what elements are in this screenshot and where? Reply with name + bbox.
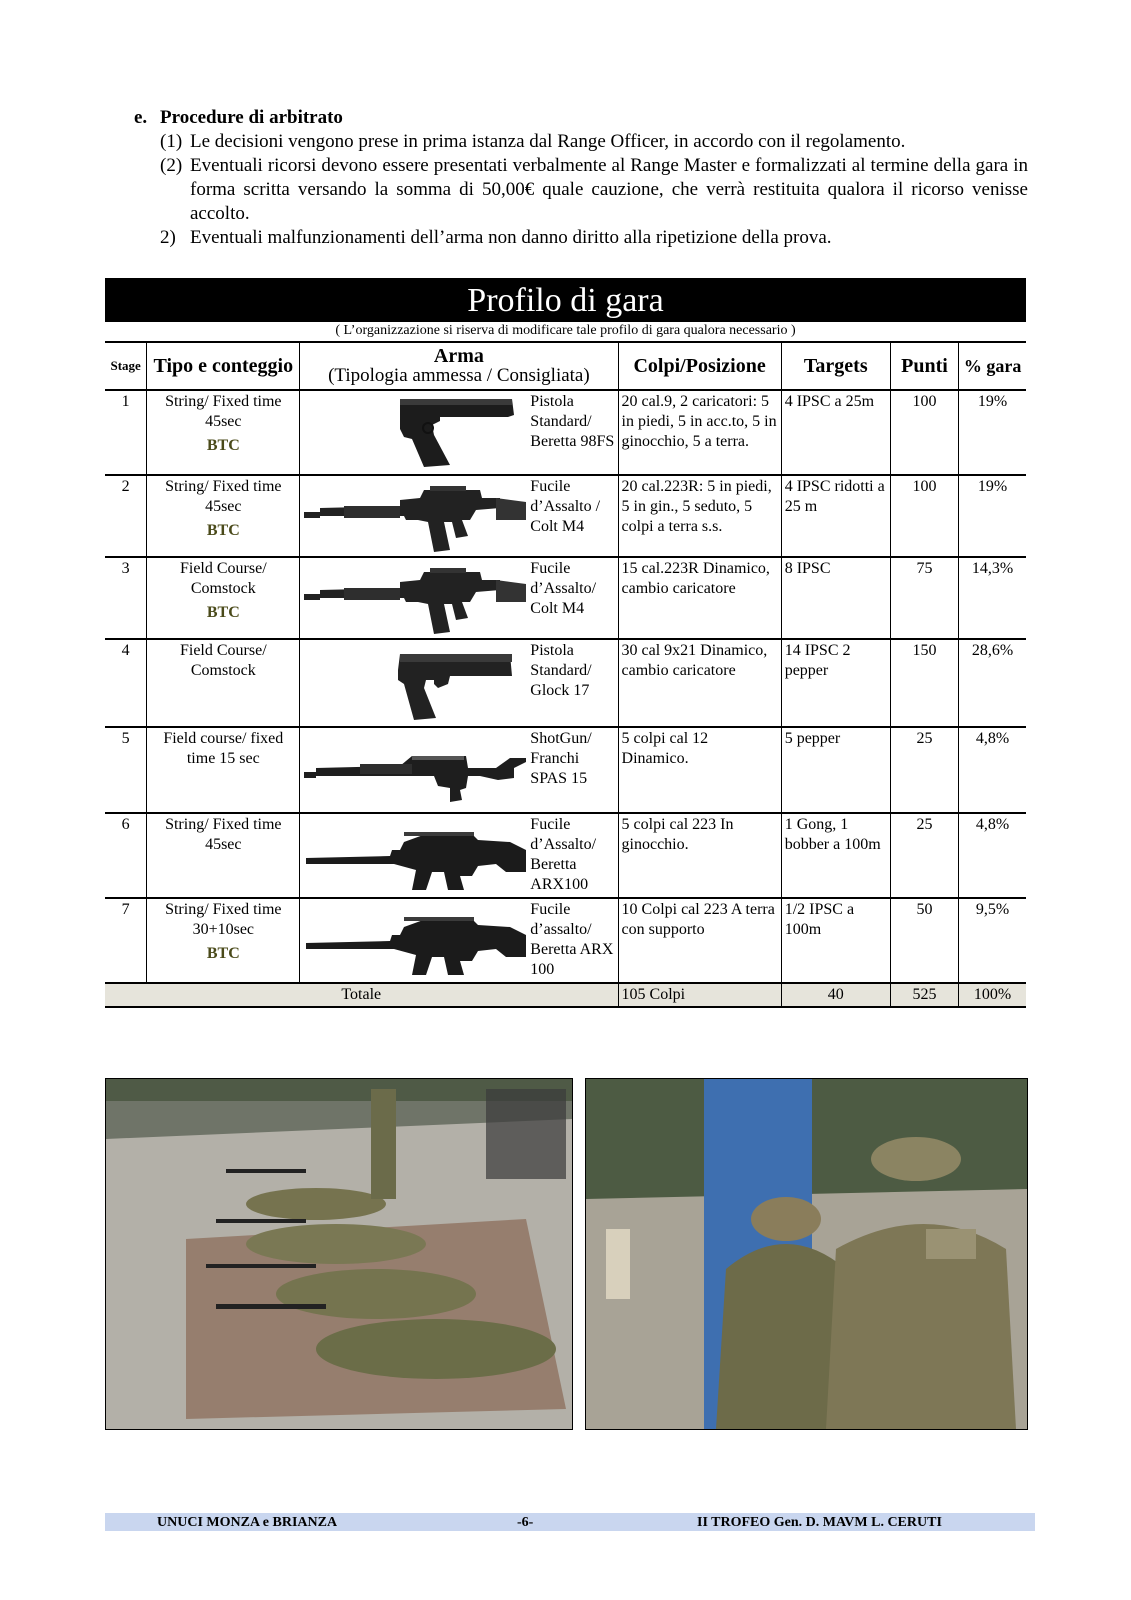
list-item: (2) Eventuali ricorsi devono essere presentati verbalmente al Range Master e formalizzati al termine della gara in forma scritta versando la somma di 50,00€ quale cauzione, che verrà restituita qualora il ricorso venisse accolto.	[160, 155, 1028, 224]
table-header-row	[105, 343, 1026, 390]
col-header-punti: Punti	[890, 343, 958, 390]
rifle-m4-icon	[300, 476, 528, 556]
table-row: 3 Field Course/ Comstock BTC Fucile d’Assalto/ Colt M4 15 cal.223R Dinamico, cambio caricatore 8 IPSC 75 14,3%	[105, 557, 1026, 639]
list-item: 2) Eventuali malfunzionamenti dell’arma non danno diritto alla ripetizione della prova.	[160, 227, 832, 248]
arbitration-section	[134, 106, 1028, 250]
section-heading	[134, 106, 1028, 130]
btc-badge: BTC	[206, 522, 240, 539]
shotgun-spas-icon	[300, 728, 528, 808]
btc-badge: BTC	[206, 604, 240, 621]
col-header-colpi: Colpi/Posizione	[618, 343, 781, 390]
footer-left: UNUCI MONZA e BRIANZA	[157, 1515, 338, 1530]
btc-badge: BTC	[206, 945, 240, 962]
section-title: Procedure di arbitrato	[160, 107, 343, 128]
list-item: (1) Le decisioni vengono prese in prima istanza dal Range Officer, in accordo con il regolamento.	[160, 131, 906, 152]
pistol-beretta-icon	[300, 391, 528, 471]
footer-right: II TROFEO Gen. D. MAVM L. CERUTI	[697, 1515, 942, 1530]
table-total-row: Totale 105 Colpi 40 525 100%	[105, 983, 1026, 1007]
table-row: 4 Field Course/ Comstock Pistola Standard/ Glock 17 30 cal 9x21 Dinamico, cambio caricatore 14 IPSC 2 pepper 150 28,6%	[105, 639, 1026, 727]
col-header-gara: % gara	[959, 343, 1026, 390]
rifle-arx-icon	[300, 814, 528, 894]
page-number: -6-	[517, 1515, 534, 1530]
page-footer	[105, 1513, 1035, 1531]
profile-banner: Profilo di gara	[105, 278, 1026, 322]
profile-table	[105, 343, 1026, 1008]
banner-note: ( L’organizzazione si riserva di modificare tale profilo di gara qualora necessario )	[105, 322, 1026, 343]
table-row: 7 String/ Fixed time 30+10sec BTC Fucile d’assalto/ Beretta ARX 100 10 Colpi cal 223 A terra con supporto 1/2 IPSC a 100m 50 9,5%	[105, 898, 1026, 983]
pistol-shooter-photo	[585, 1078, 1028, 1430]
section-letter: e.	[134, 107, 148, 128]
table-row: 6 String/ Fixed time 45sec Fucile d’Assalto/ Beretta ARX100 5 colpi cal 223 In ginocchio. 1 Gong, 1 bobber a 100m 25 4,8%	[105, 813, 1026, 898]
btc-badge: BTC	[206, 437, 240, 454]
col-header-arma: Arma (Tipologia ammessa / Consigliata)	[300, 343, 618, 390]
col-header-stage: Stage	[105, 343, 147, 390]
rifle-m4-icon	[300, 558, 528, 638]
col-header-tipo: Tipo e conteggio	[147, 343, 300, 390]
table-row: 1 String/ Fixed time 45sec BTC Pistola Standard/ Beretta 98FS 20 cal.9, 2 caricatori: 5 in piedi, 5 in acc.to, 5 in ginocchio, 5 a terra. 4 IPSC a 25m 100 19%	[105, 390, 1026, 475]
prone-shooters-photo	[105, 1078, 573, 1430]
col-header-targets: Targets	[781, 343, 890, 390]
rifle-arx-icon	[300, 899, 528, 979]
pistol-glock-icon	[300, 640, 528, 720]
table-row: 2 String/ Fixed time 45sec BTC Fucile d’Assalto / Colt M4 20 cal.223R: 5 in piedi, 5 in gin., 5 seduto, 5 colpi a terra s.s. 4 IPSC ridotti a 25 m 100 19%	[105, 475, 1026, 557]
table-row: 5 Field course/ fixed time 15 sec ShotGun/ Franchi SPAS 15 5 colpi cal 12 Dinamico. 5 pepper 25 4,8%	[105, 727, 1026, 813]
